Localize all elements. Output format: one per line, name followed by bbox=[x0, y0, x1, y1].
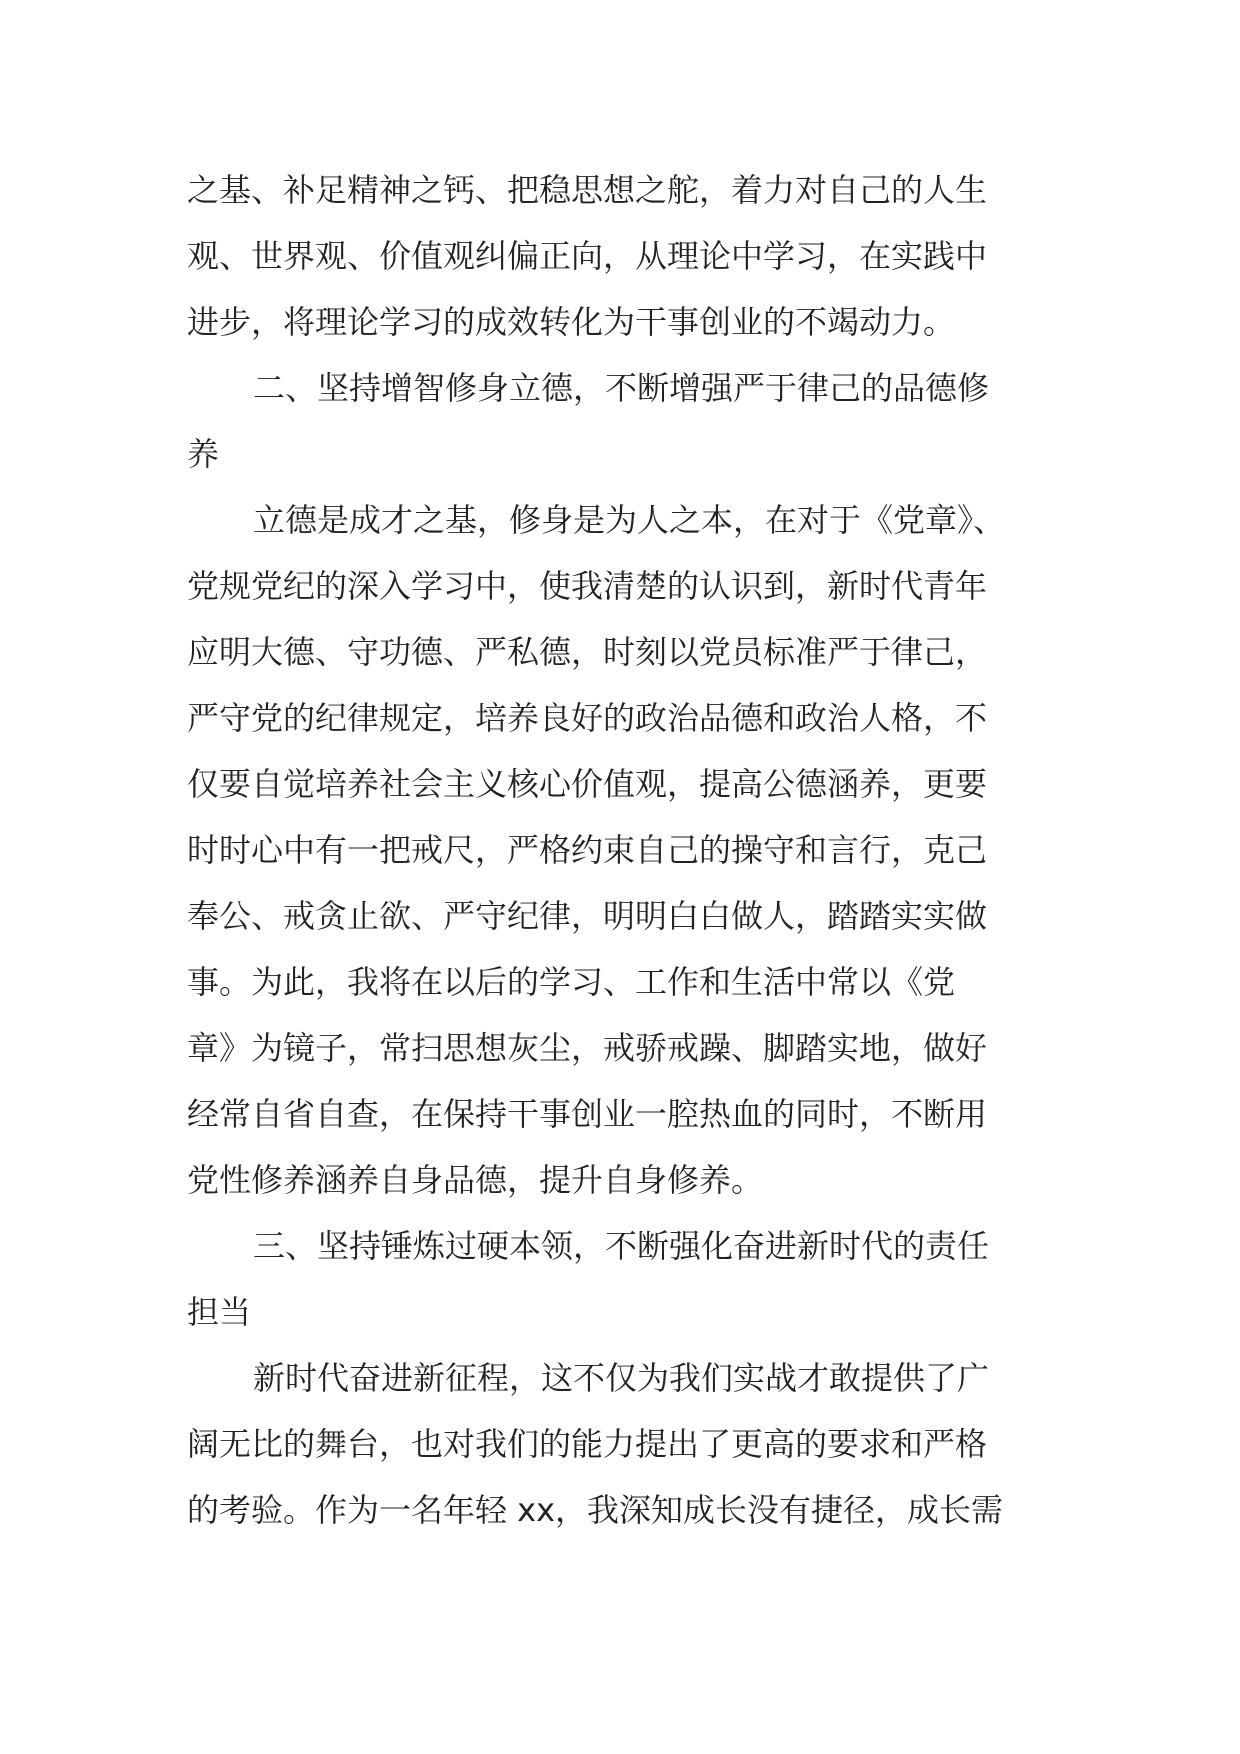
section-heading-line: 二、坚持增智修身立德，不断增强严于律己的品德修 bbox=[253, 369, 990, 407]
body-line: 党性修养涵养自身品德，提升自身修养。 bbox=[187, 1161, 764, 1199]
body-line: 阔无比的舞台，也对我们的能力提出了更高的要求和严格 bbox=[187, 1425, 988, 1463]
body-line: 时时心中有一把戒尺，严格约束自己的操守和言行，克己 bbox=[187, 831, 988, 869]
body-line: 进步，将理论学习的成效转化为干事创业的不竭动力。 bbox=[187, 303, 956, 341]
body-line: 新时代奋进新征程，这不仅为我们实战才敢提供了广 bbox=[253, 1359, 990, 1397]
body-line: 立德是成才之基，修身是为人之本，在对于《党章》、 bbox=[253, 501, 1006, 539]
section-heading-line: 担当 bbox=[187, 1293, 252, 1331]
body-line: 观、世界观、价值观纠偏正向，从理论中学习，在实践中 bbox=[187, 237, 988, 275]
body-line: 事。为此，我将在以后的学习、工作和生活中常以《党 bbox=[187, 963, 956, 1001]
body-line: 党规党纪的深入学习中，使我清楚的认识到，新时代青年 bbox=[187, 567, 988, 605]
body-line: 仅要自觉培养社会主义核心价值观，提高公德涵养，更要 bbox=[187, 765, 988, 803]
section-heading-line: 养 bbox=[187, 435, 220, 473]
body-line: 章》为镜子，常扫思想灰尘，戒骄戒躁、脚踏实地，做好 bbox=[187, 1029, 988, 1067]
body-line: 严守党的纪律规定，培养良好的政治品德和政治人格，不 bbox=[187, 699, 988, 737]
body-line: 的考验。作为一名年轻 xx，我深知成长没有捷径，成长需 bbox=[187, 1491, 1004, 1529]
body-line: 应明大德、守功德、严私德，时刻以党员标准严于律己， bbox=[187, 633, 988, 671]
body-line: 经常自省自查，在保持干事创业一腔热血的同时，不断用 bbox=[187, 1095, 988, 1133]
body-line: 奉公、戒贪止欲、严守纪律，明明白白做人，踏踏实实做 bbox=[187, 897, 988, 935]
section-heading-line: 三、坚持锤炼过硬本领，不断强化奋进新时代的责任 bbox=[253, 1227, 990, 1265]
body-line: 之基、补足精神之钙、把稳思想之舵，着力对自己的人生 bbox=[187, 171, 988, 209]
document-body bbox=[187, 157, 1057, 1543]
